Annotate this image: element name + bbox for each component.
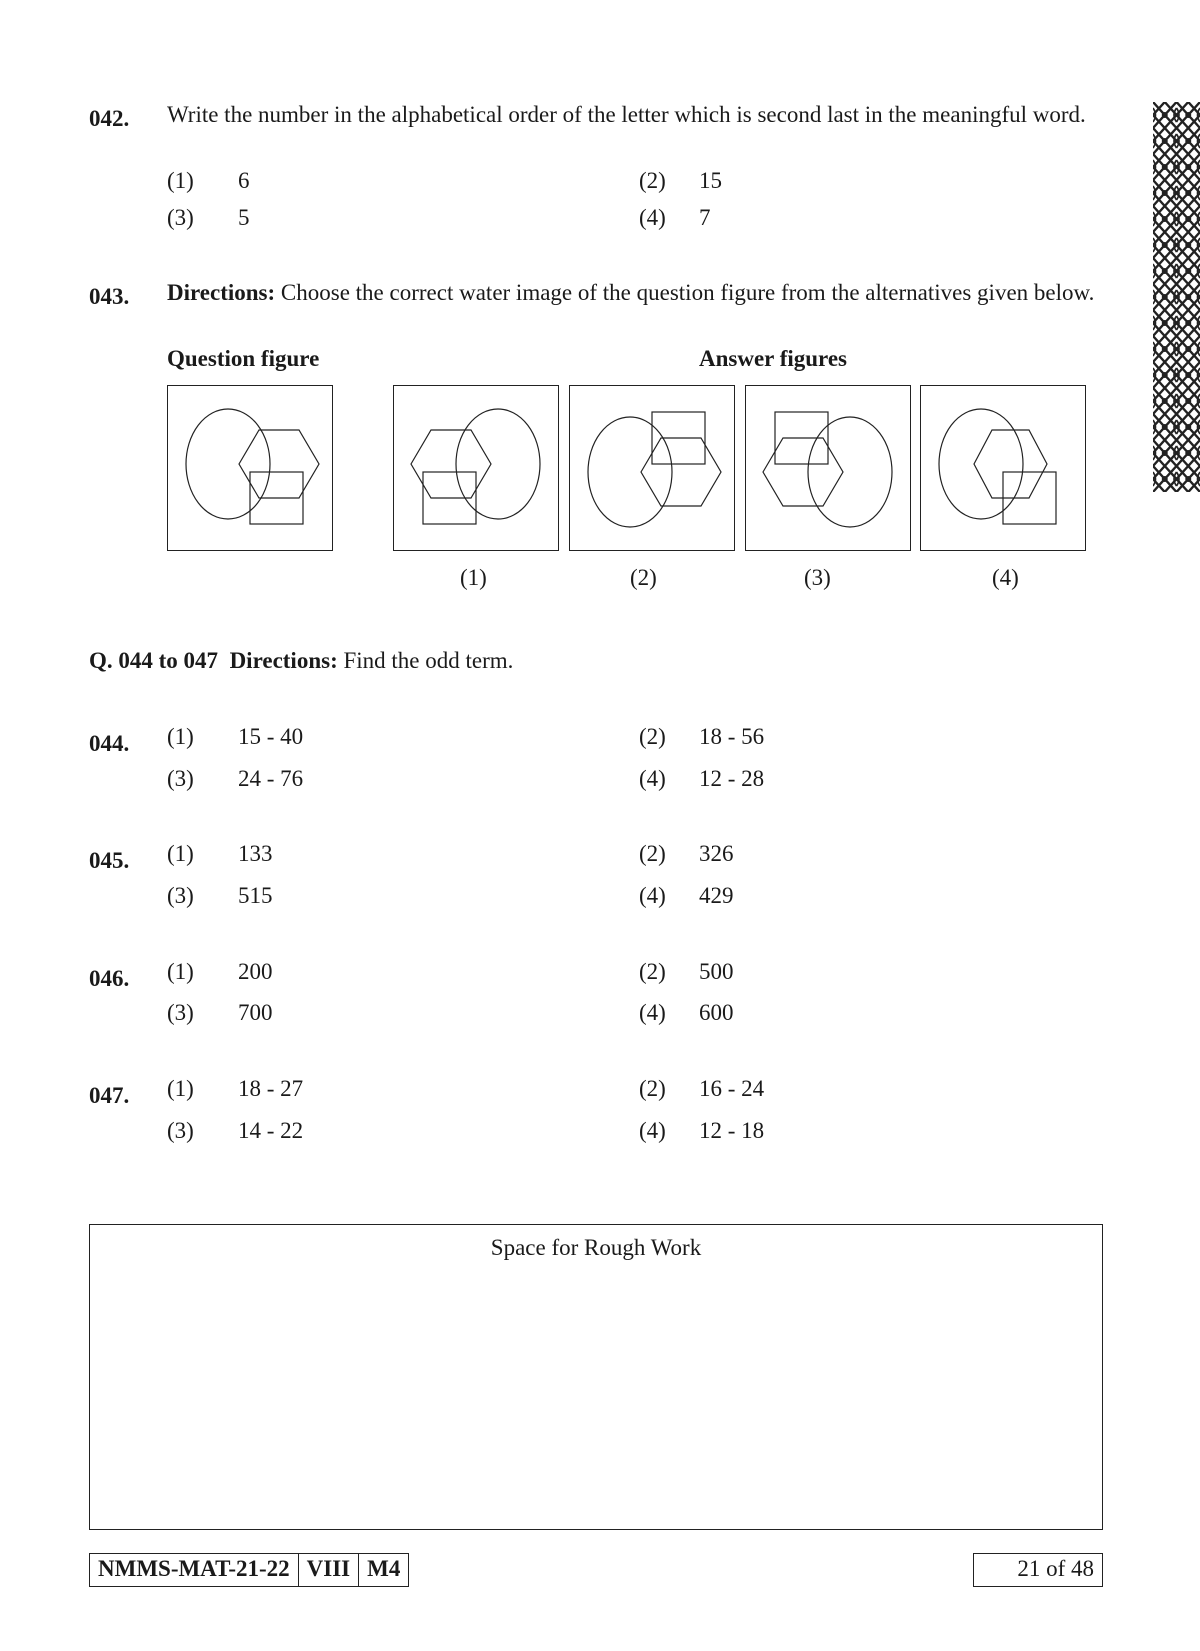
option-value: 18 - 56: [699, 724, 765, 749]
set-code: M4: [367, 1556, 401, 1581]
footer-paper-code: [89, 1553, 409, 1587]
directions-text: Find the odd term.: [343, 648, 514, 673]
directions-text: Choose the correct water image of the question figure from the alternatives given below.: [280, 280, 1095, 305]
section-directions: [89, 646, 513, 676]
answer-figure-4[interactable]: [920, 385, 1086, 551]
option-value: 18 - 27: [238, 1076, 304, 1101]
option-value: 5: [238, 205, 250, 230]
paper-code: NMMS-MAT-21-22: [90, 1554, 299, 1586]
answer-figure-3[interactable]: [745, 385, 911, 551]
question-figure-heading: Question figure: [167, 346, 320, 371]
option-label: (3): [167, 205, 194, 230]
option-label: (2): [639, 168, 666, 193]
option-label: (2): [639, 959, 666, 984]
rough-work-label: Space for Rough Work: [490, 1235, 702, 1260]
question-number: 046.: [89, 966, 130, 991]
question-number: 047.: [89, 1083, 130, 1108]
question-number: 044.: [89, 731, 130, 756]
option-label: (1): [167, 724, 194, 749]
answer-figure-1[interactable]: [393, 385, 559, 551]
page-number: 21 of 48: [1017, 1556, 1094, 1581]
option-label: (1): [167, 841, 194, 866]
option-value: 200: [238, 959, 273, 984]
option-label: (1): [167, 1076, 194, 1101]
option-label: (3): [167, 1000, 194, 1025]
option-label: (4): [639, 205, 666, 230]
option-label: (3): [167, 1118, 194, 1143]
question-figure: [167, 385, 333, 551]
option-value: 500: [699, 959, 734, 984]
answer-figure-label: (3): [804, 565, 831, 590]
option-value: 7: [699, 205, 711, 230]
option-value: 326: [699, 841, 734, 866]
section-range: Q. 044 to 047: [89, 648, 219, 673]
option-label: (4): [639, 1000, 666, 1025]
page-number-box: [973, 1553, 1103, 1587]
option-label: (3): [167, 766, 194, 791]
question-number: 042.: [89, 106, 130, 131]
answer-figure-2[interactable]: [569, 385, 735, 551]
option-label: (4): [639, 1118, 666, 1143]
option-value: 24 - 76: [238, 766, 304, 791]
answer-figure-label: (4): [992, 565, 1019, 590]
option-value: 515: [238, 883, 273, 908]
option-value: 15: [699, 168, 722, 193]
rough-work-area: [89, 1224, 1103, 1530]
option-label: (2): [639, 841, 666, 866]
option-value: 6: [238, 168, 250, 193]
directions-label: Directions:: [229, 648, 338, 673]
question-text: [167, 278, 1105, 308]
question-number: 043.: [89, 284, 130, 309]
question-text: Write the number in the alphabetical order of the letter which is second last in the meaningful word.: [167, 102, 1086, 127]
option-value: 133: [238, 841, 273, 866]
option-value: 700: [238, 1000, 273, 1025]
option-value: 16 - 24: [699, 1076, 765, 1101]
option-label: (1): [167, 959, 194, 984]
question-number: 045.: [89, 848, 130, 873]
answer-figure-label: (1): [460, 565, 487, 590]
class-code: VIII: [299, 1554, 359, 1586]
option-label: (2): [639, 724, 666, 749]
option-value: 15 - 40: [238, 724, 304, 749]
directions-label: Directions:: [167, 280, 276, 305]
option-value: 429: [699, 883, 734, 908]
option-label: (2): [639, 1076, 666, 1101]
answer-figure-label: (2): [630, 565, 657, 590]
option-label: (4): [639, 883, 666, 908]
option-value: 600: [699, 1000, 734, 1025]
decorative-side-pattern: [1153, 102, 1200, 492]
option-value: 12 - 18: [699, 1118, 765, 1143]
option-label: (4): [639, 766, 666, 791]
option-value: 14 - 22: [238, 1118, 304, 1143]
option-value: 12 - 28: [699, 766, 765, 791]
answer-figures-heading: Answer figures: [699, 346, 848, 371]
option-label: (1): [167, 168, 194, 193]
option-label: (3): [167, 883, 194, 908]
